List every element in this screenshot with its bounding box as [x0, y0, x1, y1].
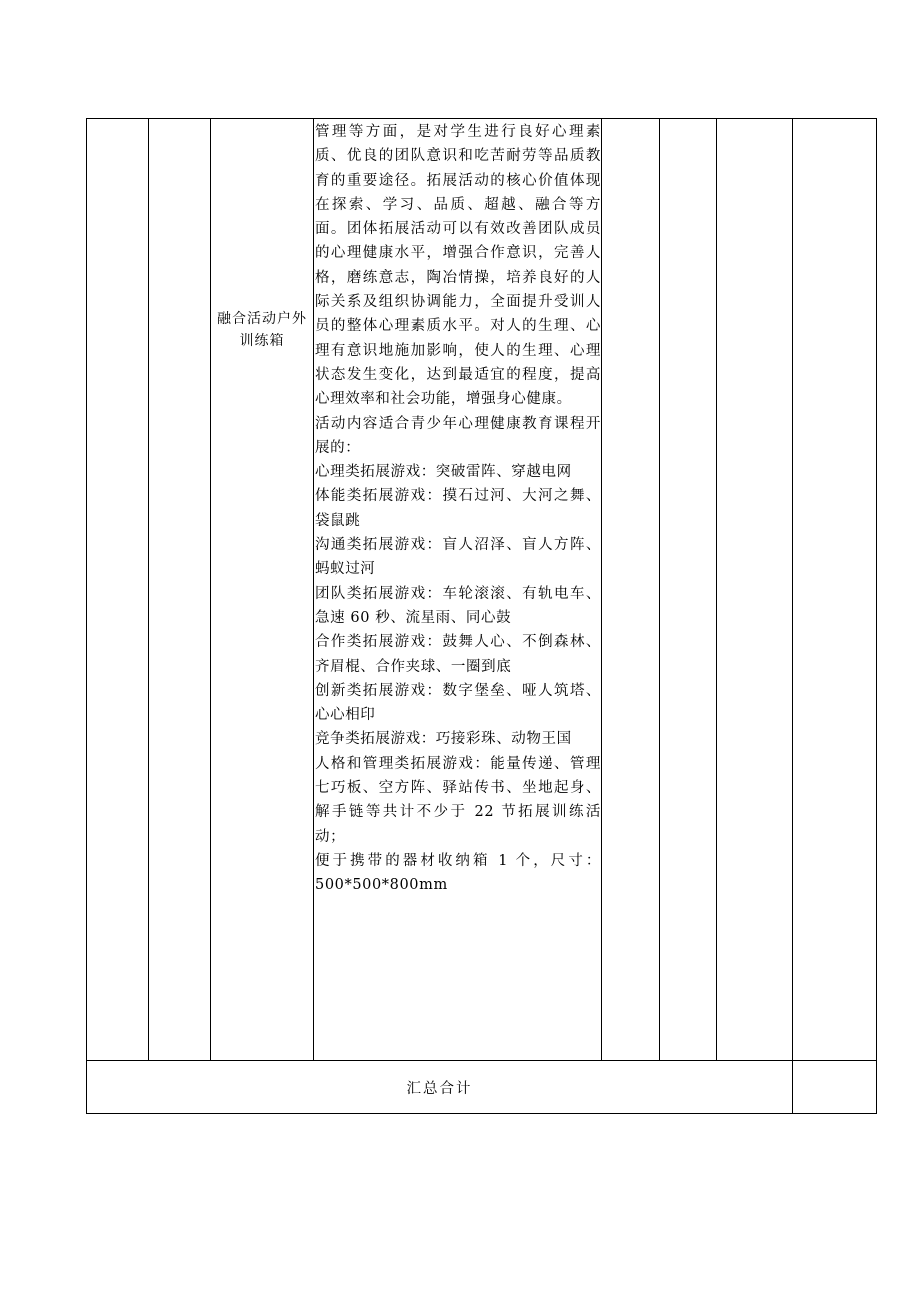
- unit-cell: [602, 119, 660, 1061]
- description-paragraph: 活动内容适合青少年心理健康教育课程开展的：: [315, 415, 601, 456]
- description-paragraph: 合作类拓展游戏：鼓舞人心、不倒森林、齐眉棍、合作夹球、一圈到底: [315, 634, 601, 675]
- procurement-table: [86, 118, 877, 1114]
- description-cell: [314, 119, 602, 1061]
- category-cell: [149, 119, 211, 1061]
- item-description: [315, 119, 601, 898]
- description-paragraph: 体能类拓展游戏：摸石过河、大河之舞、袋鼠跳: [315, 488, 601, 529]
- description-paragraph: 心理类拓展游戏：突破雷阵、穿越电网: [315, 464, 572, 481]
- description-paragraph: 沟通类拓展游戏：盲人沼泽、盲人方阵、蚂蚁过河: [315, 537, 601, 578]
- index-cell: [87, 119, 149, 1061]
- item-name: 融合活动户外训练箱: [217, 310, 307, 349]
- total-label: 汇总合计: [87, 1061, 793, 1114]
- description-paragraph: 竞争类拓展游戏：巧接彩珠、动物王国: [315, 731, 572, 748]
- total-amount-cell: [793, 1061, 877, 1114]
- item-name-cell: [211, 119, 314, 1061]
- description-paragraph: 创新类拓展游戏：数字堡垒、哑人筑塔、心心相印: [315, 682, 601, 724]
- total-row: [87, 1061, 877, 1114]
- description-paragraph: 管理等方面，是对学生进行良好心理素质、优良的团队意识和吃苦耐劳等品质教育的重要途径。拓展活动的核心价值体现在探索、学习、品质、超越、融合等方面。团体拓展活动可以有效改善团队成员的心理健康水平，增强合作意识，完善人格，磨练意志，陶冶情操，培养良好的人际关系及组织协调能力，全面提升受训人员的整体心理素质水平。对人的生理、心理有意识地施加影响，使人的生理、心理状态发生变化，达到最适宜的程度，提高心理效率和社会功能，增强身心健康。: [315, 124, 601, 408]
- price-cell: [717, 119, 793, 1061]
- table-row: [87, 119, 877, 1061]
- description-paragraph: 便于携带的器材收纳箱 1 个，尺寸：500*500*800mm: [315, 852, 601, 894]
- description-paragraph: 团队类拓展游戏：车轮滚滚、有轨电车、急速 60 秒、流星雨、同心鼓: [315, 585, 601, 626]
- amount-cell: [793, 119, 877, 1061]
- quantity-cell: [660, 119, 717, 1061]
- description-paragraph: 人格和管理类拓展游戏：能量传递、管理七巧板、空方阵、驿站传书、坐地起身、解手链等共计不少于 22 节拓展训练活动；: [315, 755, 601, 845]
